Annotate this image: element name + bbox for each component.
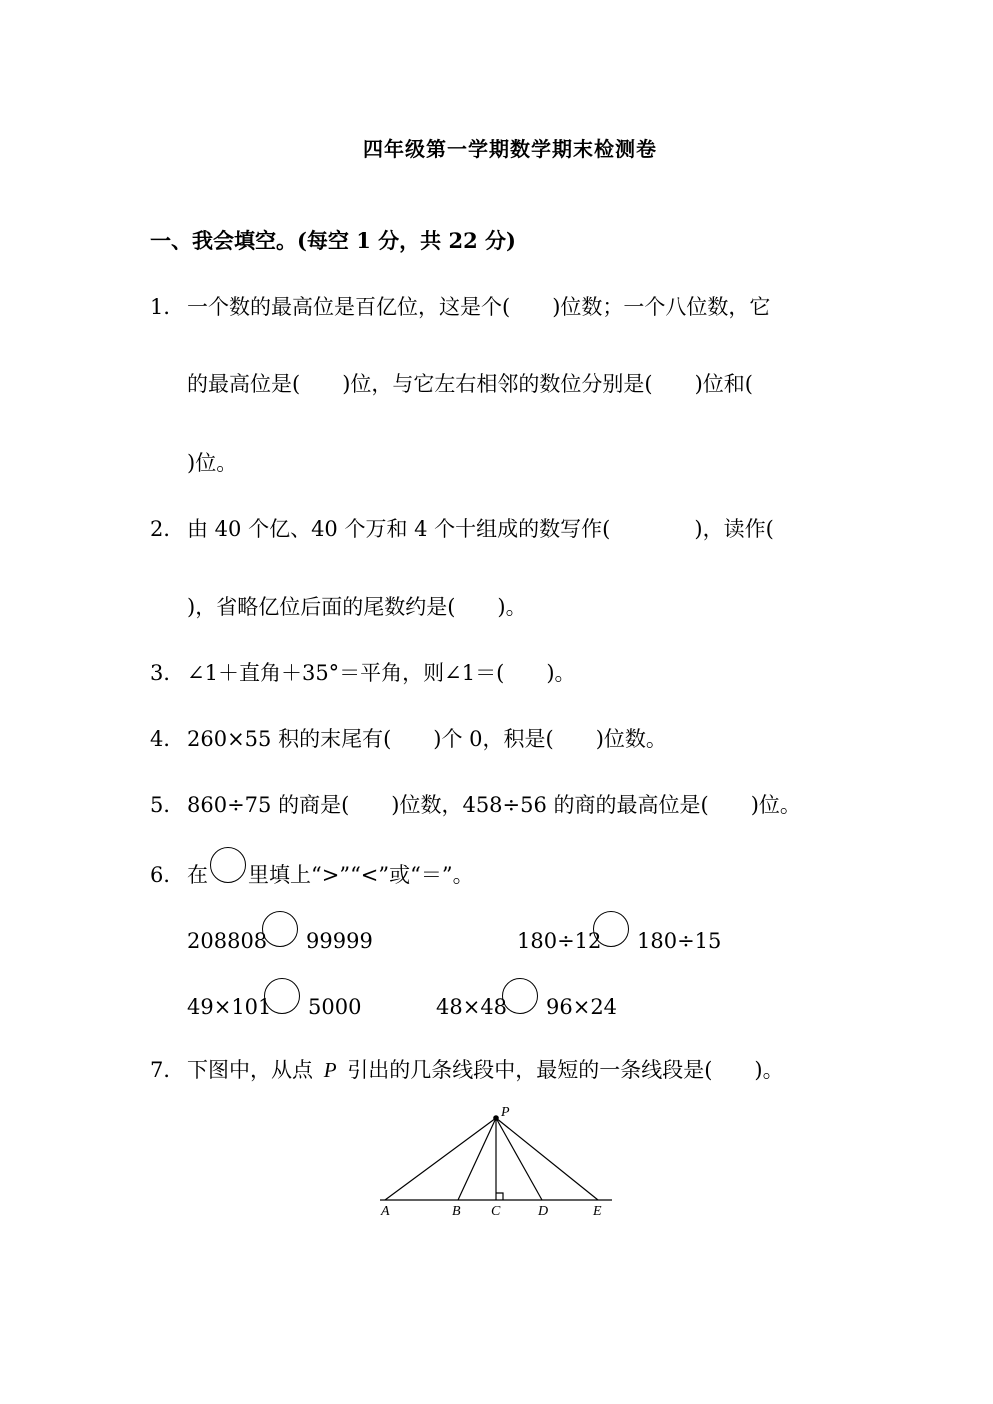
compare-right: 180÷15 — [637, 929, 722, 953]
right-angle-mark — [496, 1193, 503, 1200]
answer-circle[interactable] — [262, 911, 298, 947]
question-7-text — [187, 1056, 784, 1084]
page-title: 四年级第一学期数学期末检测卷 — [363, 137, 657, 161]
question-number-6: 6． — [150, 863, 185, 887]
compare-right: 99999 — [306, 929, 373, 953]
question-number-3: 3． — [150, 661, 185, 685]
geometry-figure — [370, 1100, 630, 1225]
question-6-pre: 在 — [187, 863, 208, 887]
segment-pe — [496, 1118, 598, 1200]
question-number-2: 2． — [150, 517, 185, 541]
point-label: P — [323, 1058, 337, 1082]
answer-circle[interactable] — [593, 911, 629, 947]
compare-left: 180÷12 — [517, 929, 602, 953]
question-1-line-2: 的最高位是( )位，与它左右相邻的数位分别是( )位和( — [187, 372, 753, 396]
compare-right: 5000 — [308, 995, 362, 1019]
label-a: A — [381, 1204, 390, 1219]
section-heading: 一、我会填空。(每空 1 分，共 22 分) — [150, 228, 516, 253]
compare-left: 208808 — [187, 929, 268, 953]
question-2-line-2: )，省略亿位后面的尾数约是( )。 — [187, 595, 527, 619]
segment-pd — [496, 1118, 542, 1200]
compare-left: 49×101 — [187, 995, 272, 1019]
label-p: P — [501, 1105, 510, 1120]
question-7-text-b: 引出的几条线段中，最短的一条线段是( )。 — [347, 1058, 784, 1082]
answer-circle[interactable] — [502, 978, 538, 1014]
question-6-instruction: 里填上“>”“<”或“＝”。 — [248, 863, 474, 887]
question-1-line-3: )位。 — [187, 451, 238, 475]
label-c: C — [491, 1204, 501, 1219]
question-number-1: 1． — [150, 295, 185, 319]
question-7-text-a: 下图中，从点 — [187, 1058, 313, 1082]
label-b: B — [452, 1204, 461, 1219]
question-number-4: 4． — [150, 727, 185, 751]
point-p-dot — [493, 1115, 499, 1121]
label-e: E — [593, 1204, 602, 1219]
question-4-text: 260×55 积的末尾有( )个 0，积是( )位数。 — [187, 727, 667, 751]
question-3-text: ∠1＋直角＋35°＝平角，则∠1＝( )。 — [187, 661, 576, 685]
answer-circle[interactable] — [210, 847, 246, 883]
question-2-line-1: 由 40 个亿、40 个万和 4 个十组成的数写作( )，读作( — [187, 517, 774, 541]
label-d: D — [538, 1204, 549, 1219]
segment-pb — [458, 1118, 496, 1200]
question-1-line-1: 一个数的最高位是百亿位，这是个( )位数；一个八位数，它 — [187, 295, 771, 319]
answer-circle[interactable] — [264, 978, 300, 1014]
question-5-text: 860÷75 的商是( )位数，458÷56 的商的最高位是( )位。 — [187, 793, 801, 817]
question-number-5: 5． — [150, 793, 185, 817]
compare-right: 96×24 — [546, 995, 618, 1019]
question-number-7: 7． — [150, 1058, 185, 1082]
segment-pa — [385, 1118, 496, 1200]
compare-left: 48×48 — [436, 995, 508, 1019]
